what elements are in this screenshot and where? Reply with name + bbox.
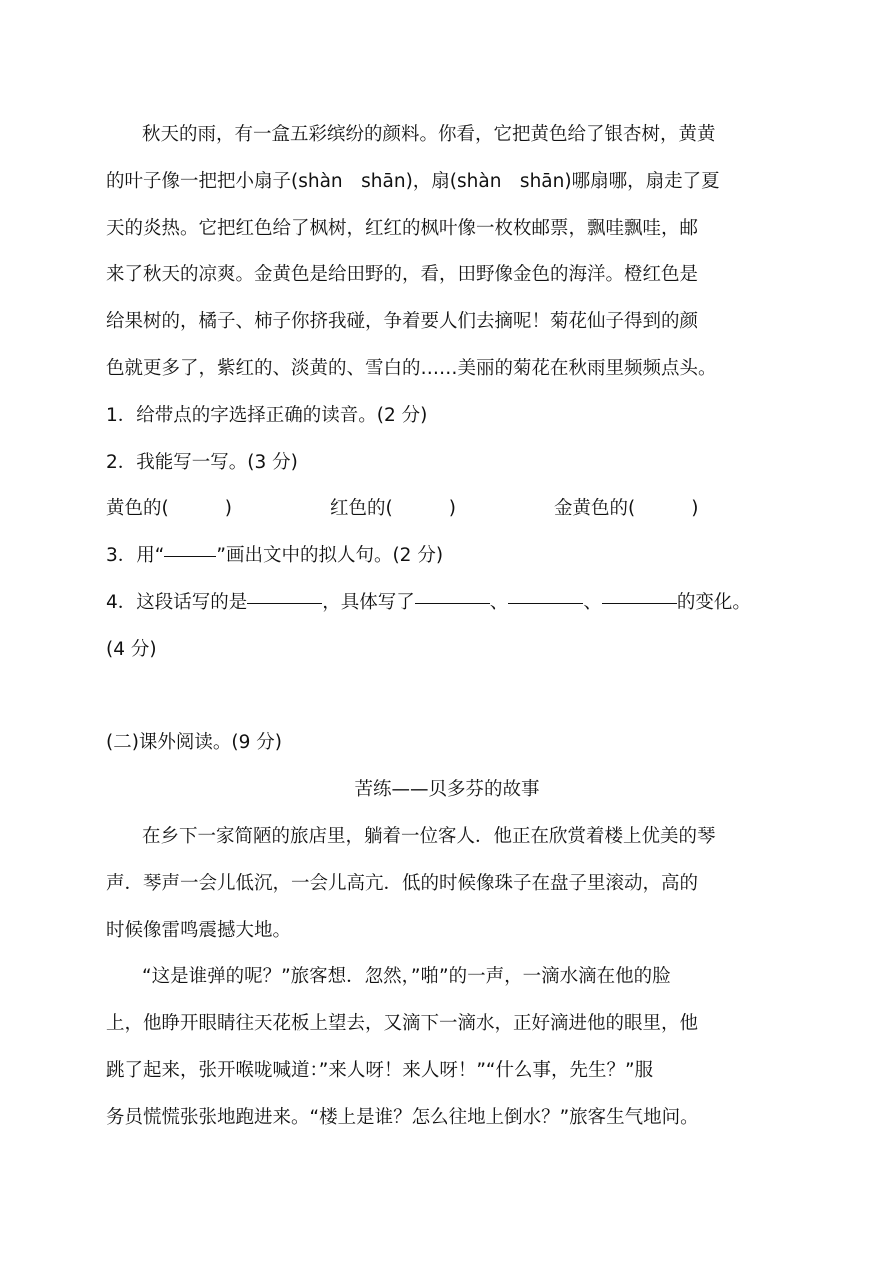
fill-paren-close: ) [224, 498, 232, 520]
question-4-part-1: 4．这段话写的是 [106, 591, 248, 613]
fill-gold-label: 金黄色的( [554, 498, 636, 520]
fill-red-label: 红色的( [330, 498, 393, 520]
passage-line: 天的炎热。它把红色给了枫树，红红的枫叶像一枚枚邮票，飘哇飘哇，邮 [106, 217, 699, 239]
document-page [106, 112, 788, 1142]
fill-paren-close: ) [448, 498, 456, 520]
fill-gold[interactable] [554, 486, 778, 533]
question-2: 2．我能写一写。(3 分) [106, 451, 298, 473]
section-2-heading: (二)课外阅读。(9 分) [106, 732, 283, 754]
story-line: 在乡下一家简陋的旅店里，躺着一位客人．他正在欣赏着楼上优美的琴 [142, 825, 716, 847]
story-line: “这是谁弹的呢？”旅客想．忽然，”啪”的一声，一滴水滴在他的脸 [142, 966, 671, 988]
passage-one [106, 112, 788, 393]
story-paragraph-2 [106, 954, 788, 1141]
answer-blank-3[interactable] [602, 602, 677, 604]
story-title: 苦练——贝多芬的故事 [354, 779, 540, 801]
answer-blank-2[interactable] [508, 602, 583, 604]
question-4-part-3: 的变化。 [676, 591, 751, 613]
question-4 [106, 580, 788, 627]
question-3-before: 3．用“ [106, 545, 165, 567]
passage-line: 的叶子像一把把小扇子(shàn shān)，扇(shàn shān)哪扇哪，扇走了夏 [106, 170, 720, 192]
story-line: 务员慌慌张张地跑进来。“楼上是谁？怎么往地上倒水？”旅客生气地问。 [106, 1106, 699, 1128]
passage-line: 色就更多了，紫红的、淡黄的、雪白的……美丽的菊花在秋雨里频频点头。 [106, 357, 717, 379]
question-4-part-2: ，具体写了 [322, 591, 415, 613]
fill-yellow-label: 黄色的( [106, 498, 169, 520]
fill-yellow[interactable] [106, 486, 330, 533]
underline-sample [164, 555, 216, 557]
passage-line: 来了秋天的凉爽。金黄色是给田野的，看，田野像金色的海洋。橙红色是 [106, 264, 699, 286]
fill-paren-close: ) [691, 498, 699, 520]
question-2-fill-row [106, 486, 788, 533]
story-line: 声．琴声一会儿低沉，一会儿高亢．低的时候像珠子在盘子里滚动，高的 [106, 872, 699, 894]
story-line: 时候像雷鸣震撼大地。 [106, 919, 292, 941]
question-3 [106, 533, 788, 580]
separator: 、 [489, 591, 509, 613]
spacer [106, 674, 788, 721]
answer-blank-topic[interactable] [247, 602, 322, 604]
passage-line: 秋天的雨，有一盒五彩缤纷的颜料。你看，它把黄色给了银杏树，黄黄 [142, 124, 716, 145]
story-line: 跳了起来，张开喉咙喊道：”来人呀！来人呀！”“什么事，先生？”服 [106, 1059, 654, 1081]
fill-red[interactable] [330, 486, 554, 533]
passage-line: 给果树的，橘子、柿子你挤我碰，争着要人们去摘呢！菊花仙子得到的颜 [106, 311, 699, 333]
separator: 、 [583, 591, 602, 613]
question-1: 1．给带点的字选择正确的读音。(2 分) [106, 404, 428, 426]
question-3-after: ”画出文中的拟人句。(2 分) [216, 545, 444, 567]
answer-blank-1[interactable] [415, 602, 490, 604]
story-paragraph-1 [106, 814, 788, 954]
question-4-score: (4 分) [106, 638, 157, 660]
story-line: 上，他睁开眼睛往天花板上望去，又滴下一滴水，正好滴进他的眼里，他 [106, 1013, 699, 1035]
